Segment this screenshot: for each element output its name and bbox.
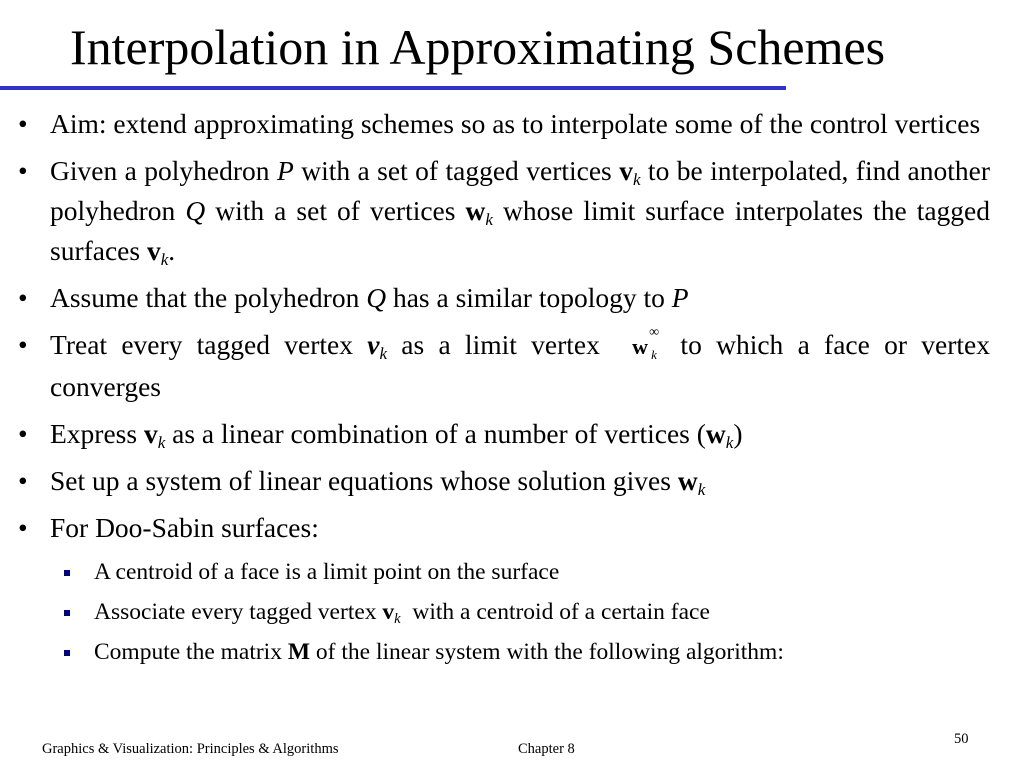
bullet-text: Assume that the polyhedron (50, 282, 367, 313)
bullet-aim (18, 104, 990, 144)
bullet-text: as a linear combination of a number of vertices ( (165, 418, 706, 449)
symbol-v: v (146, 235, 161, 266)
symbol-q: Q (366, 282, 387, 313)
subscript-k: k (160, 249, 169, 269)
bullet-list (18, 104, 990, 548)
subscript-k: k (394, 611, 401, 628)
bullet-dot-icon: • (18, 282, 28, 313)
bullet-dot-icon: • (18, 329, 28, 360)
bullet-text: as a limit vertex (387, 329, 615, 360)
sub-bullet-text: A centroid of a face is a limit point on the surface (94, 559, 560, 585)
slide-body (18, 104, 990, 675)
bullet-text: Treat every tagged vertex (50, 329, 368, 360)
sub-bullet-text: of the linear system with the following algorithm: (310, 639, 784, 665)
bullet-text: to be interpolated, find another polyhedron (50, 155, 990, 226)
bullet-text: Given a polyhedron (50, 155, 277, 186)
sub-bullet-text: with a centroid of a certain face (400, 599, 710, 625)
sub-bullet-text: Associate every tagged vertex (94, 599, 383, 625)
square-bullet-icon (64, 570, 70, 576)
subscript-k: k (379, 343, 387, 363)
bullet-text: to which a face or vertex converges (50, 329, 990, 402)
subscript-k: k (725, 432, 734, 452)
symbol-v: v (367, 329, 380, 360)
bullet-treat (18, 325, 990, 407)
symbol-v: v (143, 418, 158, 449)
footer-book-title: Graphics & Visualization: Principles & Algorithms (42, 741, 339, 757)
title-underline (0, 86, 786, 90)
square-bullet-icon (64, 650, 70, 656)
bullet-assume (18, 278, 990, 318)
bullet-text: Express (50, 418, 144, 449)
limit-vertex-symbol (632, 325, 662, 367)
symbol-p: P (671, 282, 689, 313)
page-title: Interpolation in Approximating Schemes (70, 19, 886, 75)
bullet-text: For Doo-Sabin surfaces: (50, 512, 319, 543)
symbol-m: M (287, 639, 311, 665)
page-number: 50 (954, 731, 969, 747)
bullet-given (18, 151, 990, 271)
bullet-text: whose limit surface interpolates the tagged surfaces (50, 195, 991, 266)
symbol-w: w (632, 334, 649, 359)
bullet-text: ) (733, 418, 743, 449)
bullet-dot-icon: • (18, 418, 28, 449)
sub-bullet-centroid (18, 555, 990, 589)
symbol-w: w (465, 195, 486, 226)
sub-bullet-compute (18, 635, 990, 669)
bullet-text: . (168, 235, 176, 266)
bullet-text: with a set of tagged vertices (293, 155, 620, 186)
symbol-p: P (276, 155, 294, 186)
infinity-superscript: ∞ (649, 325, 660, 340)
bullet-text: with a set of vertices (205, 195, 466, 226)
bullet-dot-icon: • (18, 155, 28, 186)
square-bullet-icon (64, 610, 70, 616)
symbol-w: w (705, 418, 726, 449)
symbol-q: Q (185, 195, 206, 226)
sub-bullet-associate (18, 595, 990, 629)
bullet-dot-icon: • (18, 465, 28, 496)
bullet-express (18, 414, 990, 454)
symbol-v: v (382, 599, 395, 625)
sub-bullet-text: Compute the matrix (94, 639, 288, 665)
bullet-dot-icon: • (18, 512, 28, 543)
bullet-dot-icon: • (18, 108, 28, 139)
subscript-k: k (485, 209, 493, 229)
subscript-k: k (632, 169, 641, 189)
subscript-k: k (651, 347, 657, 362)
bullet-text: Aim: extend approximating schemes so as to interpolate some of the control vertices (50, 108, 981, 139)
bullet-text: has a similar topology to (386, 282, 672, 313)
bullet-doo-sabin (18, 508, 990, 548)
bullet-text: Set up a system of linear equations whose solution gives (50, 465, 678, 496)
subscript-k: k (157, 432, 166, 452)
symbol-w: w (677, 465, 698, 496)
subscript-k: k (697, 479, 706, 499)
sub-bullet-list (18, 555, 990, 669)
footer-chapter: Chapter 8 (518, 741, 575, 757)
symbol-v: v (619, 155, 633, 186)
bullet-setup (18, 461, 990, 501)
